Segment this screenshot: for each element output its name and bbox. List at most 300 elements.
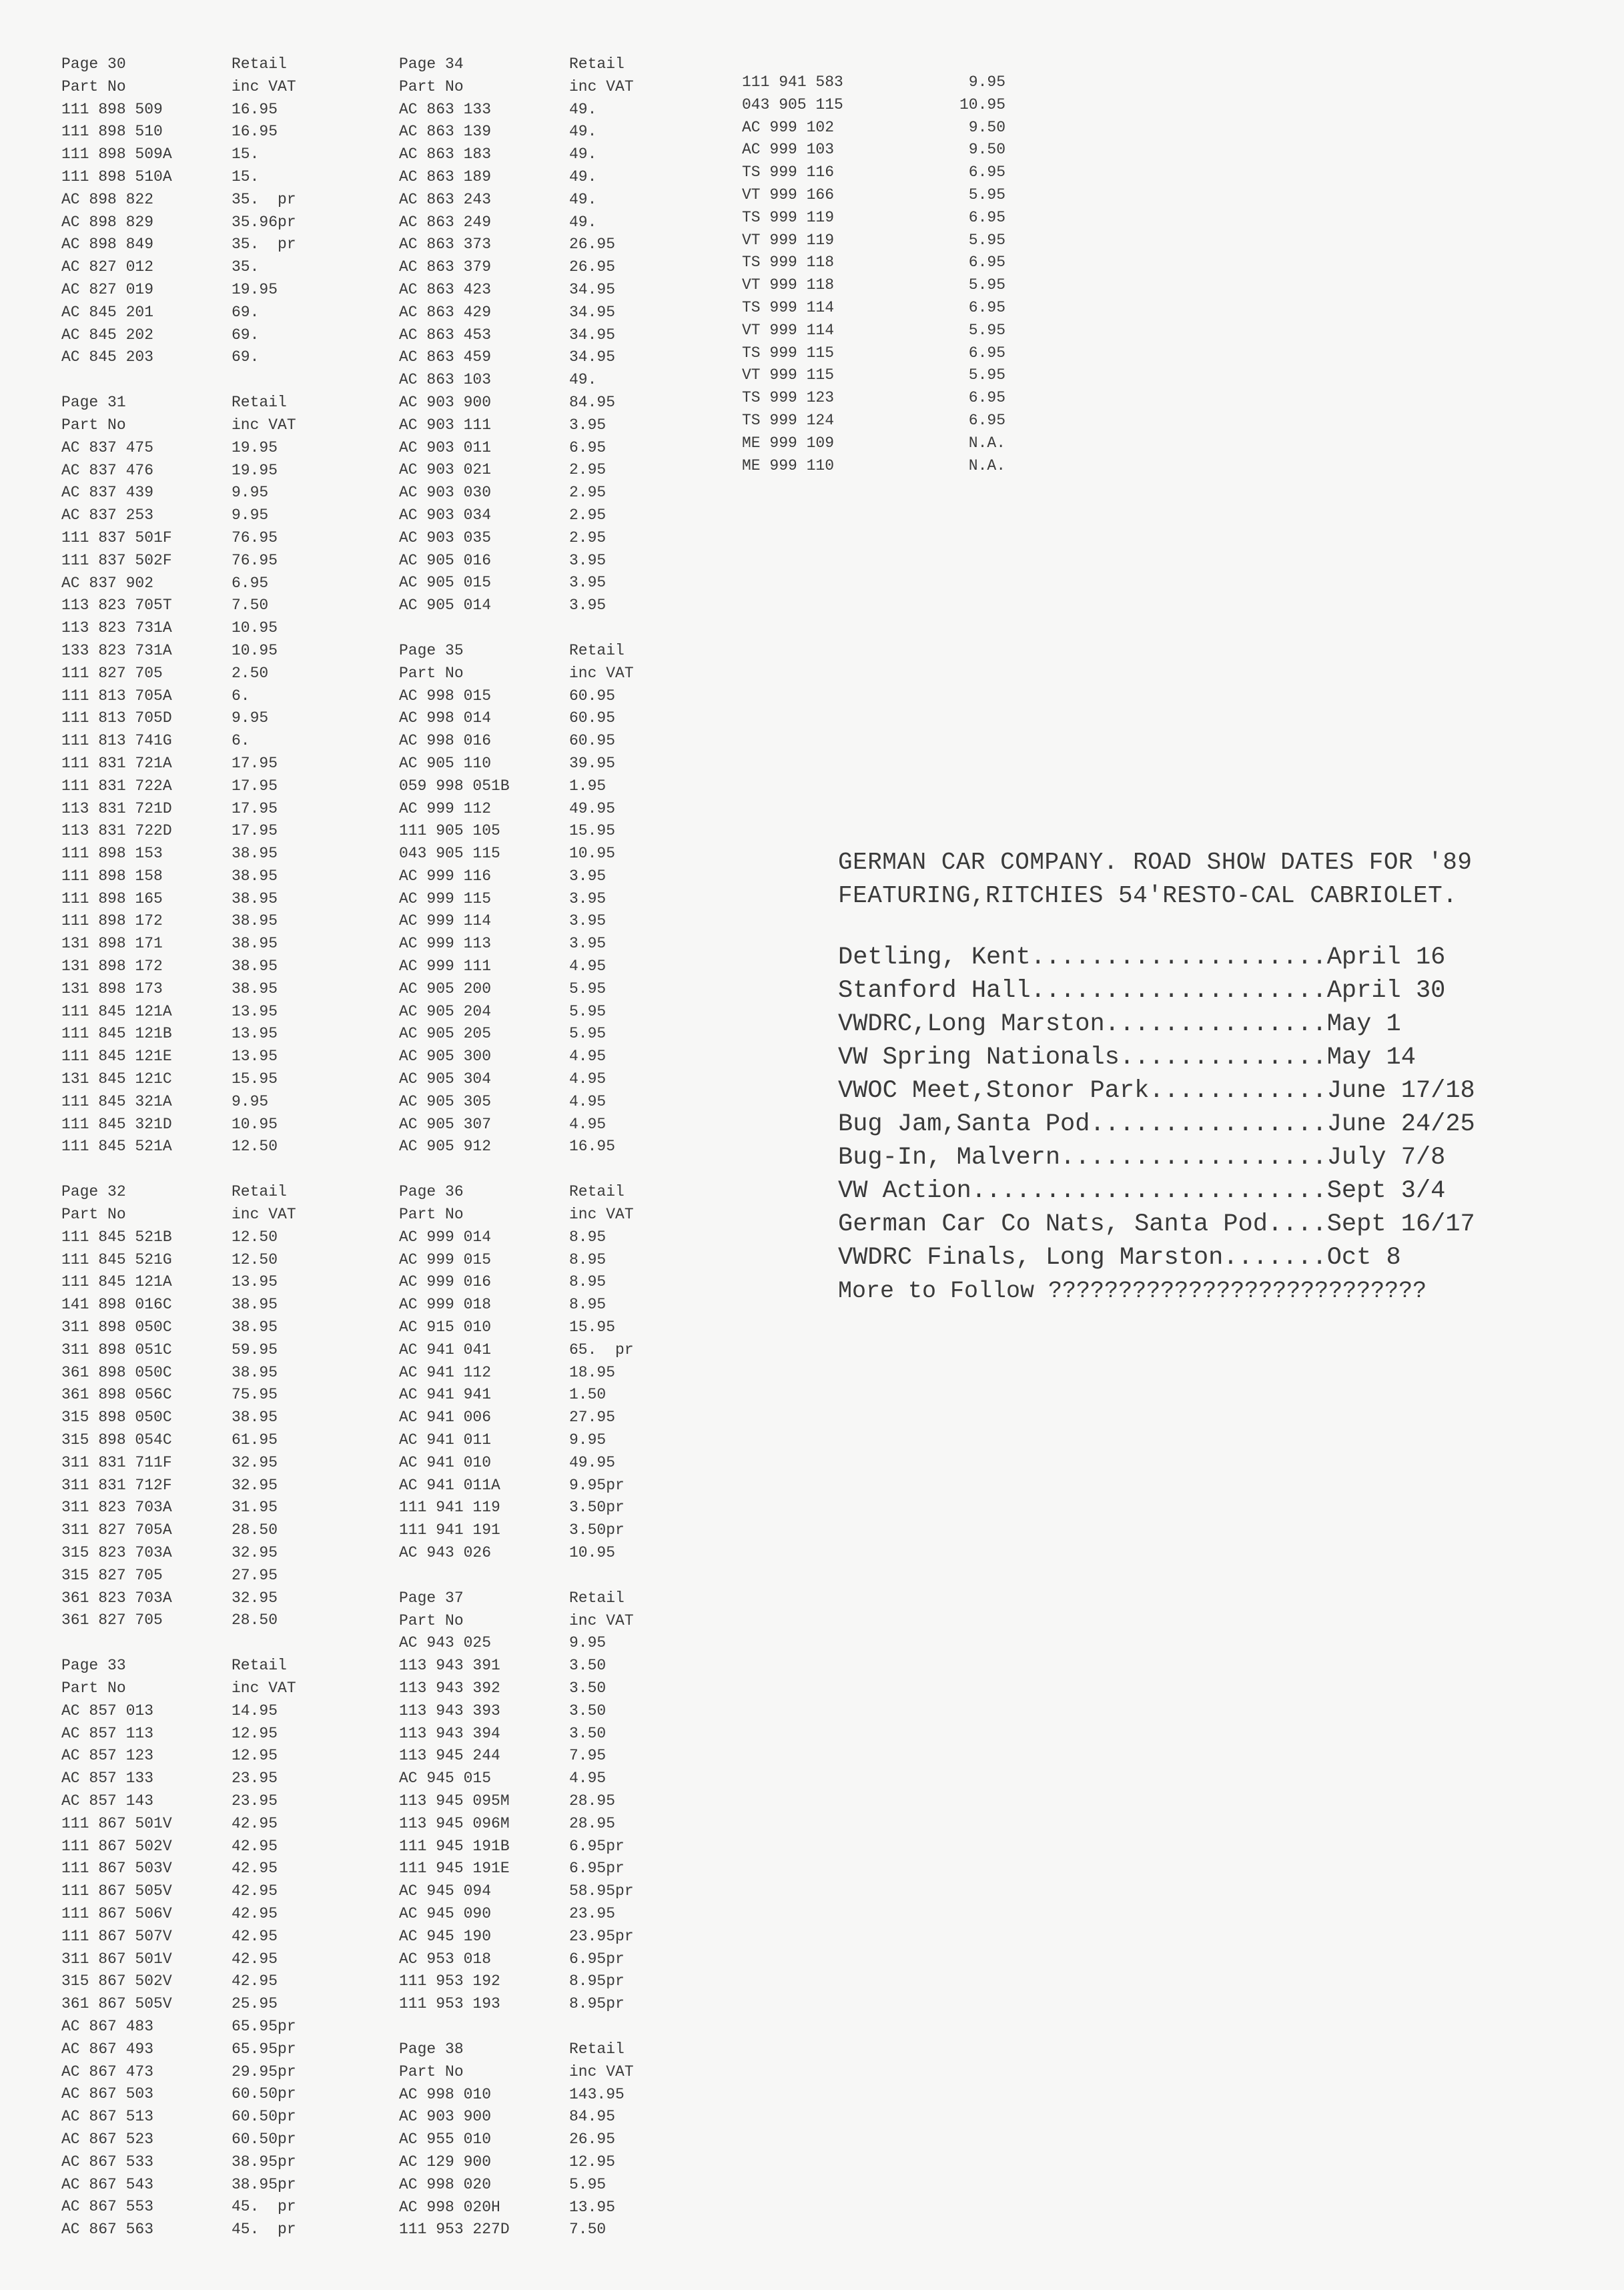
part-number: 111 845 521B	[61, 1228, 172, 1246]
price-row	[399, 99, 669, 121]
price-row	[61, 1836, 332, 1858]
part-number: AC 867 523	[61, 2130, 154, 2148]
price-row	[61, 888, 332, 911]
retail-price: 2.95	[569, 461, 606, 479]
part-number: 111 845 321A	[61, 1092, 172, 1110]
retail-price: 4.95	[569, 1092, 606, 1110]
part-no-label: Part No	[61, 77, 126, 95]
part-number: 111 953 192	[399, 1972, 500, 1990]
part-number: 111 831 721A	[61, 754, 172, 772]
part-number: 111 953 227D	[399, 2221, 510, 2239]
part-number: TS 999 124	[742, 411, 835, 429]
column-header	[61, 76, 332, 99]
part-number: 111 867 507V	[61, 1927, 172, 1945]
part-number: AC 898 849	[61, 236, 154, 254]
retail-price: 38.95	[232, 845, 278, 863]
roadshow-event: Detling, Kent....................April 16	[838, 943, 1446, 972]
price-row	[399, 1813, 669, 1836]
retail-price: 3.50	[569, 1724, 606, 1742]
part-number: AC 857 013	[61, 1701, 154, 1720]
price-row	[61, 550, 332, 572]
retail-label: Retail	[569, 1183, 625, 1201]
retail-price: 38.95	[232, 912, 278, 930]
part-number: AC 903 900	[399, 393, 492, 411]
retail-price: 6.	[232, 687, 250, 705]
part-number: 113 943 393	[399, 1701, 500, 1720]
price-row	[61, 1768, 332, 1790]
price-row	[61, 1452, 332, 1475]
retail-price: 5.95	[569, 1025, 606, 1043]
page-number: Page 31	[61, 394, 126, 412]
retail-price: 27.95	[232, 1566, 278, 1584]
retail-price: 14.95	[232, 1701, 278, 1720]
price-row	[61, 775, 332, 798]
part-number: AC 998 014	[399, 709, 492, 727]
part-number: AC 845 202	[61, 326, 154, 344]
price-row	[399, 956, 669, 978]
retail-price: 6.95	[968, 411, 1005, 429]
retail-price: 19.95	[232, 438, 278, 456]
part-number: 111 813 705A	[61, 687, 172, 705]
part-number: VT 999 118	[742, 276, 835, 294]
part-number: ME 999 109	[742, 434, 835, 452]
part-number: 113 945 096M	[399, 1814, 510, 1832]
inc-vat-label: inc VAT	[569, 2062, 634, 2080]
part-number: 111 813 741G	[61, 732, 172, 750]
price-row	[399, 1452, 669, 1475]
price-row	[399, 256, 669, 279]
part-no-label: Part No	[61, 1679, 126, 1697]
part-number: 111 867 501V	[61, 1814, 172, 1832]
retail-price: 23.95pr	[569, 1927, 634, 1945]
part-number: AC 863 249	[399, 213, 492, 231]
price-row	[61, 730, 332, 753]
retail-price: 9.50	[968, 118, 1005, 136]
part-number: AC 845 201	[61, 303, 154, 321]
retail-price: 15.95	[569, 822, 616, 840]
part-number: AC 863 183	[399, 145, 492, 163]
price-row	[399, 414, 669, 437]
price-row	[399, 482, 669, 504]
retail-price: 12.50	[232, 1228, 278, 1246]
price-row	[61, 1068, 332, 1091]
part-number: 111 898 158	[61, 867, 163, 885]
part-number: 361 898 050C	[61, 1363, 172, 1381]
price-row	[61, 1813, 332, 1836]
retail-price: 42.95	[232, 1904, 278, 1922]
retail-price: 6.95	[968, 344, 1005, 362]
price-row	[399, 121, 669, 143]
price-row	[61, 910, 332, 933]
retail-price: 38.95	[232, 889, 278, 907]
price-row	[61, 1723, 332, 1746]
part-number: AC 999 116	[399, 867, 492, 885]
part-number: 111 941 583	[742, 73, 843, 91]
price-row	[742, 161, 1005, 184]
inc-vat-label: inc VAT	[569, 77, 634, 95]
roadshow-event: Stanford Hall....................April 30	[838, 977, 1446, 1005]
retail-price: 9.95	[968, 73, 1005, 91]
part-number: AC 999 103	[742, 141, 835, 159]
part-number: AC 903 021	[399, 461, 492, 479]
retail-price: 35.	[232, 258, 260, 276]
inc-vat-label: inc VAT	[232, 1206, 296, 1224]
part-number: AC 905 307	[399, 1115, 492, 1133]
part-number: AC 943 025	[399, 1634, 492, 1652]
retail-label: Retail	[569, 55, 625, 73]
price-row	[399, 843, 669, 865]
price-row	[399, 910, 669, 933]
part-number: VT 999 166	[742, 185, 835, 204]
part-number: VT 999 119	[742, 231, 835, 249]
part-number: 311 898 051C	[61, 1341, 172, 1359]
price-row	[61, 1091, 332, 1114]
retail-price: 7.50	[569, 2221, 606, 2239]
price-row	[399, 392, 669, 414]
price-row	[742, 364, 1005, 387]
retail-price: 49.95	[569, 1453, 616, 1471]
price-row	[61, 1993, 332, 2016]
retail-price: 16.95	[569, 1138, 616, 1156]
price-row	[399, 1655, 669, 1677]
part-number: AC 837 476	[61, 461, 154, 479]
part-number: AC 999 014	[399, 1228, 492, 1246]
retail-price: 39.95	[569, 754, 616, 772]
part-number: AC 953 018	[399, 1950, 492, 1968]
part-number: 131 898 173	[61, 980, 163, 998]
part-number: AC 998 010	[399, 2085, 492, 2103]
retail-price: 49.	[569, 100, 597, 118]
retail-price: 8.95pr	[569, 1972, 625, 1990]
part-number: AC 837 253	[61, 506, 154, 524]
page-number: Page 32	[61, 1183, 126, 1201]
price-row	[399, 730, 669, 753]
retail-price: 34.95	[569, 348, 616, 366]
price-row	[61, 189, 332, 212]
retail-price: 60.50pr	[232, 2130, 296, 2148]
price-row	[399, 1519, 669, 1542]
part-number: 361 898 056C	[61, 1386, 172, 1404]
price-row	[399, 550, 669, 572]
part-number: AC 943 026	[399, 1544, 492, 1561]
price-row	[61, 1700, 332, 1723]
price-section	[61, 1632, 332, 2241]
retail-price: 60.50pr	[232, 2085, 296, 2103]
price-row	[742, 274, 1005, 297]
price-row	[61, 1226, 332, 1249]
part-number: AC 863 243	[399, 190, 492, 208]
retail-price: 6.95pr	[569, 1950, 625, 1968]
price-row	[61, 504, 332, 527]
retail-price: 3.95	[569, 416, 606, 434]
part-number: AC 867 513	[61, 2108, 154, 2126]
retail-price: 4.95	[569, 1115, 606, 1133]
part-number: TS 999 116	[742, 163, 835, 181]
price-row	[61, 346, 332, 369]
retail-price: 3.50pr	[569, 1499, 625, 1517]
price-row	[61, 2016, 332, 2038]
retail-price: 5.95	[569, 1002, 606, 1020]
retail-price: 42.95	[232, 1927, 278, 1945]
price-row	[399, 1316, 669, 1339]
part-number: TS 999 119	[742, 208, 835, 226]
price-row	[399, 775, 669, 798]
price-row	[61, 1429, 332, 1452]
retail-price: 28.95	[569, 1814, 616, 1832]
retail-price: 10.95	[232, 619, 278, 637]
price-row	[61, 121, 332, 143]
retail-price: 3.50	[569, 1679, 606, 1697]
part-number: 111 898 153	[61, 845, 163, 863]
retail-price: 3.50pr	[569, 1521, 625, 1539]
part-number: 315 898 050C	[61, 1409, 172, 1427]
retail-price: 38.95pr	[232, 2153, 296, 2171]
part-number: 113 943 392	[399, 1679, 500, 1697]
retail-price: 25.95	[232, 1995, 278, 2013]
part-number: 113 945 244	[399, 1747, 500, 1765]
price-row	[61, 956, 332, 978]
price-row	[399, 820, 669, 843]
price-row	[399, 2174, 669, 2197]
price-row	[399, 346, 669, 369]
part-number: AC 999 018	[399, 1296, 492, 1314]
part-number: AC 941 041	[399, 1341, 492, 1359]
price-row	[61, 843, 332, 865]
price-row	[61, 1046, 332, 1068]
part-number: 111 845 521A	[61, 1138, 172, 1156]
part-number: AC 898 829	[61, 213, 154, 231]
price-row	[61, 753, 332, 775]
retail-price: 31.95	[232, 1499, 278, 1517]
part-number: AC 905 200	[399, 980, 492, 998]
retail-price: 60.95	[569, 732, 616, 750]
retail-price: 65. pr	[569, 1341, 634, 1359]
roadshow-event: VWDRC,Long Marston...............May 1	[838, 1010, 1401, 1038]
part-number: 311 823 703A	[61, 1499, 172, 1517]
price-row	[399, 369, 669, 392]
price-row	[399, 302, 669, 324]
retail-price: 7.50	[232, 597, 269, 615]
price-row	[399, 2106, 669, 2129]
retail-price: 6.95	[569, 438, 606, 456]
part-number: 111 831 722A	[61, 777, 172, 795]
part-no-label: Part No	[399, 1611, 464, 1629]
retail-price: 6.95	[968, 163, 1005, 181]
retail-price: 15.95	[569, 1318, 616, 1337]
section-header	[399, 53, 669, 76]
price-row	[399, 2129, 669, 2151]
retail-price: 42.95	[232, 1814, 278, 1832]
retail-price: 3.95	[569, 551, 606, 569]
retail-price: 60.95	[569, 687, 616, 705]
price-row	[61, 1475, 332, 1497]
part-number: 111 898 510	[61, 123, 163, 141]
price-row	[61, 707, 332, 730]
retail-price: 32.95	[232, 1544, 278, 1561]
retail-price: 5.95	[968, 366, 1005, 384]
price-row	[399, 1700, 669, 1723]
price-row	[399, 1970, 669, 1993]
retail-price: 49.95	[569, 799, 616, 817]
part-number: AC 863 373	[399, 236, 492, 254]
retail-price: 76.95	[232, 528, 278, 546]
part-number: 141 898 016C	[61, 1296, 172, 1314]
retail-price: 28.50	[232, 1521, 278, 1539]
price-row	[399, 1632, 669, 1655]
price-row	[61, 212, 332, 234]
price-row	[399, 143, 669, 166]
price-row	[61, 2083, 332, 2106]
price-row	[61, 1565, 332, 1587]
part-number: 111 827 705	[61, 664, 163, 682]
part-number: 315 867 502V	[61, 1972, 172, 1990]
retail-price: 3.95	[569, 574, 606, 592]
part-number: 111 845 321D	[61, 1115, 172, 1133]
part-number: AC 905 305	[399, 1092, 492, 1110]
price-row	[742, 455, 1005, 478]
part-number: AC 863 459	[399, 348, 492, 366]
retail-price: 2.50	[232, 664, 269, 682]
price-section	[399, 53, 669, 617]
price-row	[61, 1497, 332, 1519]
section-header	[61, 1655, 332, 1677]
part-number: 131 898 172	[61, 958, 163, 976]
column-header	[399, 2061, 669, 2084]
retail-price: 69.	[232, 348, 260, 366]
price-row	[399, 1068, 669, 1091]
column-header	[399, 663, 669, 685]
section-gap	[61, 1158, 332, 1181]
part-number: AC 903 034	[399, 506, 492, 524]
price-row	[399, 1429, 669, 1452]
retail-price: 84.95	[569, 393, 616, 411]
part-number: 111 837 502F	[61, 551, 172, 569]
part-number: 111 845 121E	[61, 1048, 172, 1066]
part-number: 131 898 171	[61, 935, 163, 953]
price-row	[61, 798, 332, 821]
retail-price: 8.95pr	[569, 1995, 625, 2013]
page-number: Page 34	[399, 55, 464, 73]
price-row	[399, 527, 669, 550]
price-row	[61, 2151, 332, 2174]
price-row	[399, 1114, 669, 1136]
retail-price: 34.95	[569, 326, 616, 344]
part-number: 111 845 521G	[61, 1250, 172, 1268]
part-number: 315 827 705	[61, 1566, 163, 1584]
retail-price: 10.95	[232, 1115, 278, 1133]
retail-price: 5.95	[968, 276, 1005, 294]
part-number: AC 857 123	[61, 1747, 154, 1765]
retail-price: 8.95	[569, 1250, 606, 1268]
retail-price: N.A.	[968, 434, 1005, 452]
part-number: AC 999 015	[399, 1250, 492, 1268]
section-gap	[61, 369, 332, 392]
retail-price: 17.95	[232, 754, 278, 772]
price-row	[61, 279, 332, 302]
price-row	[399, 234, 669, 256]
retail-price: 84.95	[569, 2108, 616, 2126]
retail-price: 9.95	[232, 1092, 269, 1110]
retail-price: 38.95	[232, 958, 278, 976]
price-row	[742, 432, 1005, 455]
part-number: 113 943 391	[399, 1657, 500, 1675]
part-number: AC 955 010	[399, 2131, 492, 2149]
retail-price: 3.95	[569, 597, 606, 615]
retail-price: 23.95	[569, 1904, 616, 1922]
retail-price: 9.50	[968, 141, 1005, 159]
price-row	[399, 1271, 669, 1294]
price-row	[399, 2219, 669, 2241]
retail-label: Retail	[569, 1589, 625, 1607]
price-row	[399, 1880, 669, 1903]
retail-price: 6.95	[968, 389, 1005, 407]
retail-price: 10.95	[569, 1544, 616, 1561]
part-number: AC 867 563	[61, 2221, 154, 2239]
price-row	[399, 865, 669, 888]
part-number: AC 903 035	[399, 528, 492, 546]
part-number: 113 823 705T	[61, 597, 172, 615]
roadshow-event: VW Action........................Sept 3/4	[838, 1177, 1446, 1205]
part-number: AC 999 111	[399, 958, 492, 976]
part-number: TS 999 123	[742, 389, 835, 407]
part-no-label: Part No	[399, 664, 464, 682]
retail-price: 2.95	[569, 506, 606, 524]
price-row	[61, 2061, 332, 2084]
price-row	[399, 595, 669, 617]
part-number: 111 837 501F	[61, 528, 172, 546]
price-row	[399, 685, 669, 708]
part-number: TS 999 118	[742, 254, 835, 272]
part-number: 111 945 191E	[399, 1860, 510, 1878]
part-number: AC 941 006	[399, 1409, 492, 1427]
part-number: AC 903 111	[399, 416, 492, 434]
price-row	[61, 820, 332, 843]
part-number: 043 905 115	[742, 95, 843, 113]
part-number: AC 945 094	[399, 1882, 492, 1900]
part-number: 111 845 121A	[61, 1002, 172, 1020]
retail-price: 5.95	[968, 321, 1005, 339]
part-number: 111 813 705D	[61, 709, 172, 727]
price-row	[399, 189, 669, 212]
retail-price: 38.95	[232, 980, 278, 998]
roadshow-event: Bug Jam,Santa Pod................June 24/25	[838, 1110, 1475, 1138]
price-section	[61, 53, 332, 369]
price-row	[399, 1046, 669, 1068]
price-row	[399, 1723, 669, 1746]
retail-price: 2.95	[569, 484, 606, 502]
price-row	[61, 1339, 332, 1362]
price-row	[399, 1384, 669, 1407]
part-number: 111 941 191	[399, 1521, 500, 1539]
retail-price: 13.95	[232, 1025, 278, 1043]
part-number: 315 823 703A	[61, 1544, 172, 1561]
part-number: AC 903 011	[399, 438, 492, 456]
part-number: 111 898 172	[61, 912, 163, 930]
price-row	[399, 166, 669, 189]
retail-price: 9.95	[569, 1634, 606, 1652]
retail-price: 49.	[569, 123, 597, 141]
retail-price: 38.95	[232, 1363, 278, 1381]
part-number: 059 998 051B	[399, 777, 510, 795]
part-number: 315 898 054C	[61, 1431, 172, 1449]
price-row	[399, 1903, 669, 1926]
price-row	[399, 1745, 669, 1768]
part-number: AC 863 133	[399, 100, 492, 118]
part-number: 113 831 722D	[61, 822, 172, 840]
part-number: 113 831 721D	[61, 799, 172, 817]
part-number: 111 845 121B	[61, 1025, 172, 1043]
retail-price: 23.95	[232, 1770, 278, 1788]
